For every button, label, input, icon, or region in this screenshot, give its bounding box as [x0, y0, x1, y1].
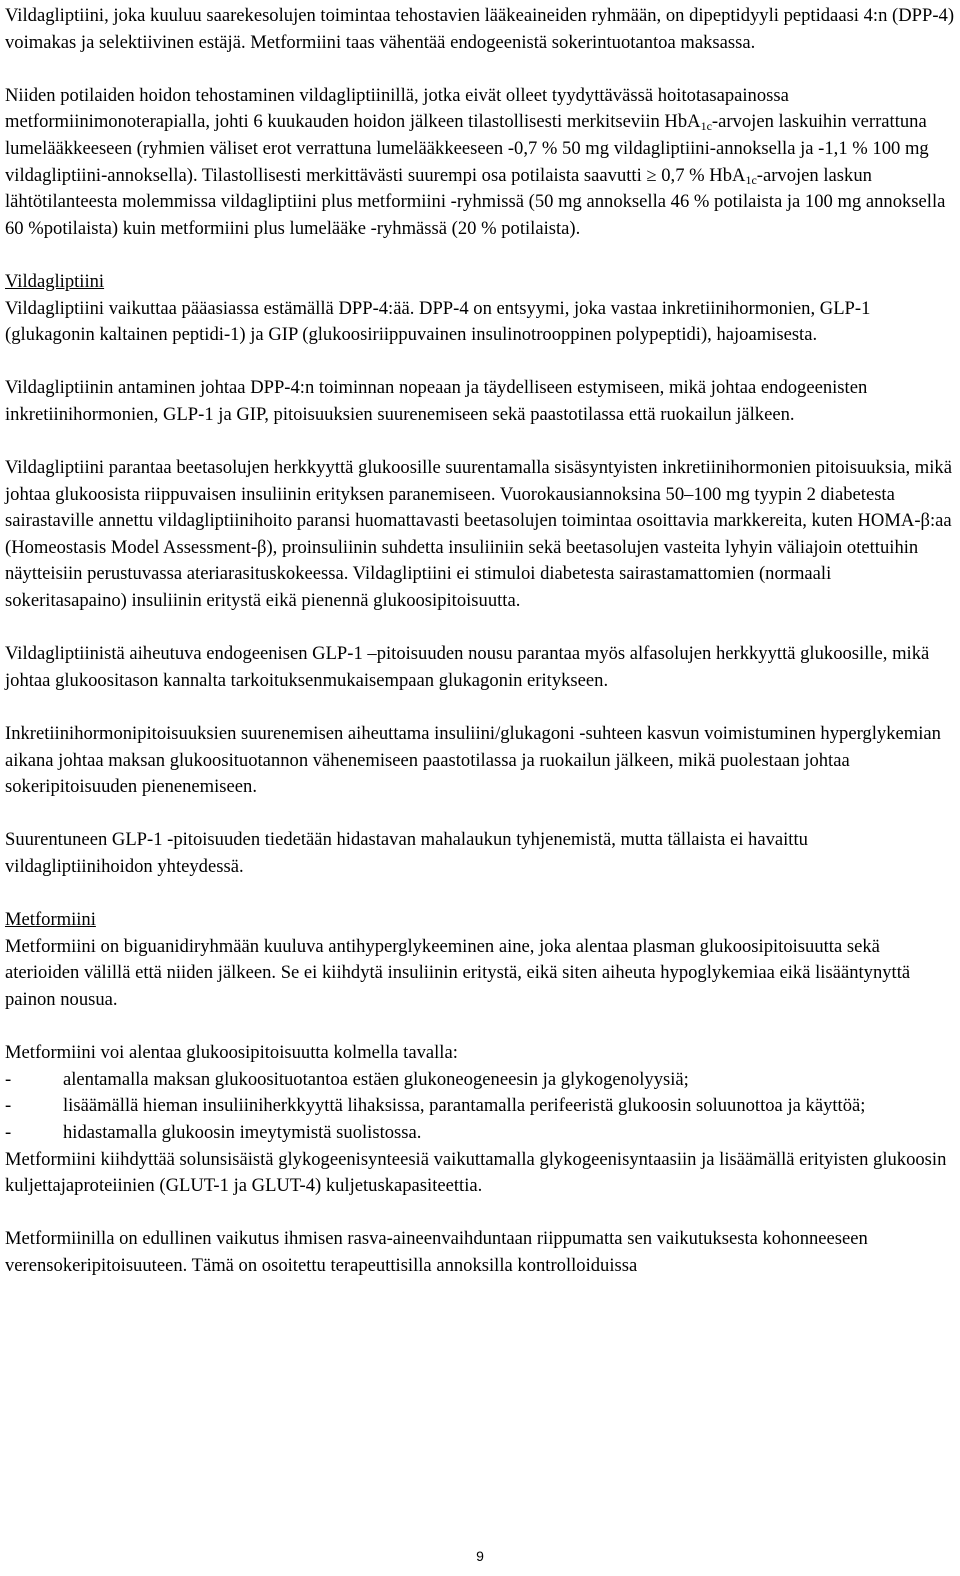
subscript: 1c [700, 119, 712, 134]
spacer [5, 349, 955, 376]
paragraph-incretin-increase: Vildagliptiinin antaminen johtaa DPP-4:n toiminnan nopeaan ja täydelliseen estymiseen, mikä johtaa endogeenisten inkretiinihormonien, GLP-1 ja GIP, pitoisuuksien suurenemiseen sekä paastotilassa että ruokailun jälkeen. [5, 377, 868, 425]
text-segment: -arvojen laskun lähtötilanteesta molemmissa vildagliptiini plus metformiini -ryhmissä (50 mg annoksella 46 % potilaista ja 100 mg annoksella 60 %potilaista) kuin metformiini plus lumelääke -ryhmässä (20 % potilaista). [5, 164, 946, 239]
paragraph-combination-results [5, 83, 955, 243]
subscript: 1c [745, 172, 757, 187]
mechanism-list [5, 1067, 955, 1147]
document-page [5, 3, 955, 1306]
text-segment: -arvojen laskuihin verrattuna lumelääkkeeseen (ryhmien väliset erot verrattuna lumelääkkeeseen -0,7 % 50 mg vildagliptiini-annoksella ja -1,1 % 100 mg vildagliptiini-annoksella). Tilastollisesti merkittävästi suurempi osa potilaista saavutti ≥ 0,7 % HbA [5, 111, 929, 186]
paragraph-alpha-cell: Vildagliptiinistä aiheutuva endogeenisen GLP-1 –pitoisuuden nousu parantaa myös alfasolujen herkkyyttä glukoosille, mikä johtaa glukoositason kannalta tarkoituksenmukaisempaan glukagonin eritykseen. [5, 643, 930, 691]
spacer [5, 1014, 955, 1041]
paragraph-lipid-metabolism: Metformiinilla on edullinen vaikutus ihmisen rasva-aineenvaihduntaan riippumatta sen vaikutuksesta kohonneeseen verensokeripitoisuuteen. Tämä on osoitettu terapeuttisilla annoksilla kontrolloiduissa [5, 1228, 868, 1276]
paragraph-beta-cell: Vildagliptiini parantaa beetasolujen herkkyyttä glukoosille suurentamalla sisäsyntyisten inkretiinihormonien pitoisuuksia, mikä johtaa glukoosista riippuvaisen insuliinin erityksen paranemiseen. Vuorokausiannoksina 50–100 mg tyypin 2 diabetesta sairastaville annettu vildagliptiinihoito paransi huomattavasti beetasolujen toimintaa osoittavia markkereita, kuten HOMA-β:aa (Homeostasis Model Assessment-β), proinsuliinin suhdetta insuliiniin sekä beetasolujen vasteita lyhyin väliajoin otettuihin näytteisiin perustuvassa ateriarasituskokeessa. Vildagliptiini ei stimuloi diabetesta sairastamattomien (normaali sokeritasapaino) insuliinin eritystä eikä pienennä glukoosipitoisuutta. [5, 457, 952, 612]
paragraph-glycogen-synthesis: Metformiini kiihdyttää solunsisäistä glykogeenisynteesiä vaikuttamalla glykogeenisyntaasiin ja lisäämällä erityisten glukoosin kuljettajaproteiinien (GLUT-1 ja GLUT-4) kuljetuskapasiteettia. [5, 1148, 947, 1197]
dash-marker: - [5, 1095, 12, 1117]
dash-marker: - [5, 1068, 12, 1090]
heading-metformin: Metformiini [5, 909, 96, 931]
text-segment: Niiden potilaiden hoidon tehostaminen vildagliptiinillä, jotka eivät olleet tyydyttävässä hoitotasapainossa metformiinimonoterapialla, johti 6 kuukauden hoidon jälkeen tilastollisesti merkitseviin HbA [5, 84, 789, 133]
list-item [5, 1093, 955, 1120]
list-item [5, 1067, 955, 1094]
list-item [5, 1120, 955, 1147]
list-item-text: hidastamalla glukoosin imeytymistä suolistossa. [63, 1121, 422, 1143]
paragraph-metformin-description: Metformiini on biguanidiryhmään kuuluva antihyperglykeeminen aine, joka alentaa plasman glukoosipitoisuutta sekä aterioiden välillä että niiden jälkeen. Se ei kiihdytä insuliinin eritystä, eikä siten aiheuta hypoglykemiaa eikä lisääntynyttä painon nousua. [5, 935, 911, 1010]
paragraph-insulin-glucagon: Inkretiinihormonipitoisuuksien suurenemisen aiheuttama insuliini/glukagoni -suhteen kasvun voimistuminen hyperglykemian aikana johtaa maksan glukoosituotannon vähenemiseen paastotilassa ja ruokailun jälkeen, mikä puolestaan johtaa sokeripitoisuuden pienenemiseen. [5, 723, 941, 798]
dash-marker: - [5, 1121, 12, 1143]
paragraph-intro: Vildagliptiini, joka kuuluu saarekesolujen toimintaa tehostavien lääkeaineiden ryhmään, on dipeptidyyli peptidaasi 4:n (DPP-4) voimakas ja selektiivinen estäjä. Metformiini taas vähentää endogeenistä sokerintuotantoa maksassa. [5, 5, 955, 53]
section-metformin [5, 907, 955, 1013]
page-number: 9 [476, 1548, 484, 1564]
paragraph-three-ways-intro: Metformiini voi alentaa glukoosipitoisuutta kolmella tavalla: [5, 1042, 458, 1064]
paragraph-gastric-emptying: Suurentuneen GLP-1 -pitoisuuden tiedetään hidastavan mahalaukun tyhjenemistä, mutta tällaista ei havaittu vildagliptiinihoidon yhteydessä. [5, 829, 808, 877]
section-vildagliptin [5, 269, 955, 349]
list-item-text: lisäämällä hieman insuliiniherkkyyttä lihaksissa, parantamalla perifeeristä glukoosin soluunottoa ja käyttöä; [63, 1095, 866, 1117]
list-item-text: alentamalla maksan glukoosituotantoa estäen glukoneogeneesin ja glykogenolyysiä; [63, 1068, 689, 1090]
paragraph-dpp4-mechanism: Vildagliptiini vaikuttaa pääasiassa estämällä DPP-4:ää. DPP-4 on entsyymi, joka vastaa inkretiinihormonien, GLP-1 (glukagonin kaltainen peptidi-1) ja GIP (glukoosiriippuvainen insulinotrooppinen polypeptidi), hajoamisesta. [5, 297, 871, 346]
heading-vildagliptin: Vildagliptiini [5, 270, 105, 292]
